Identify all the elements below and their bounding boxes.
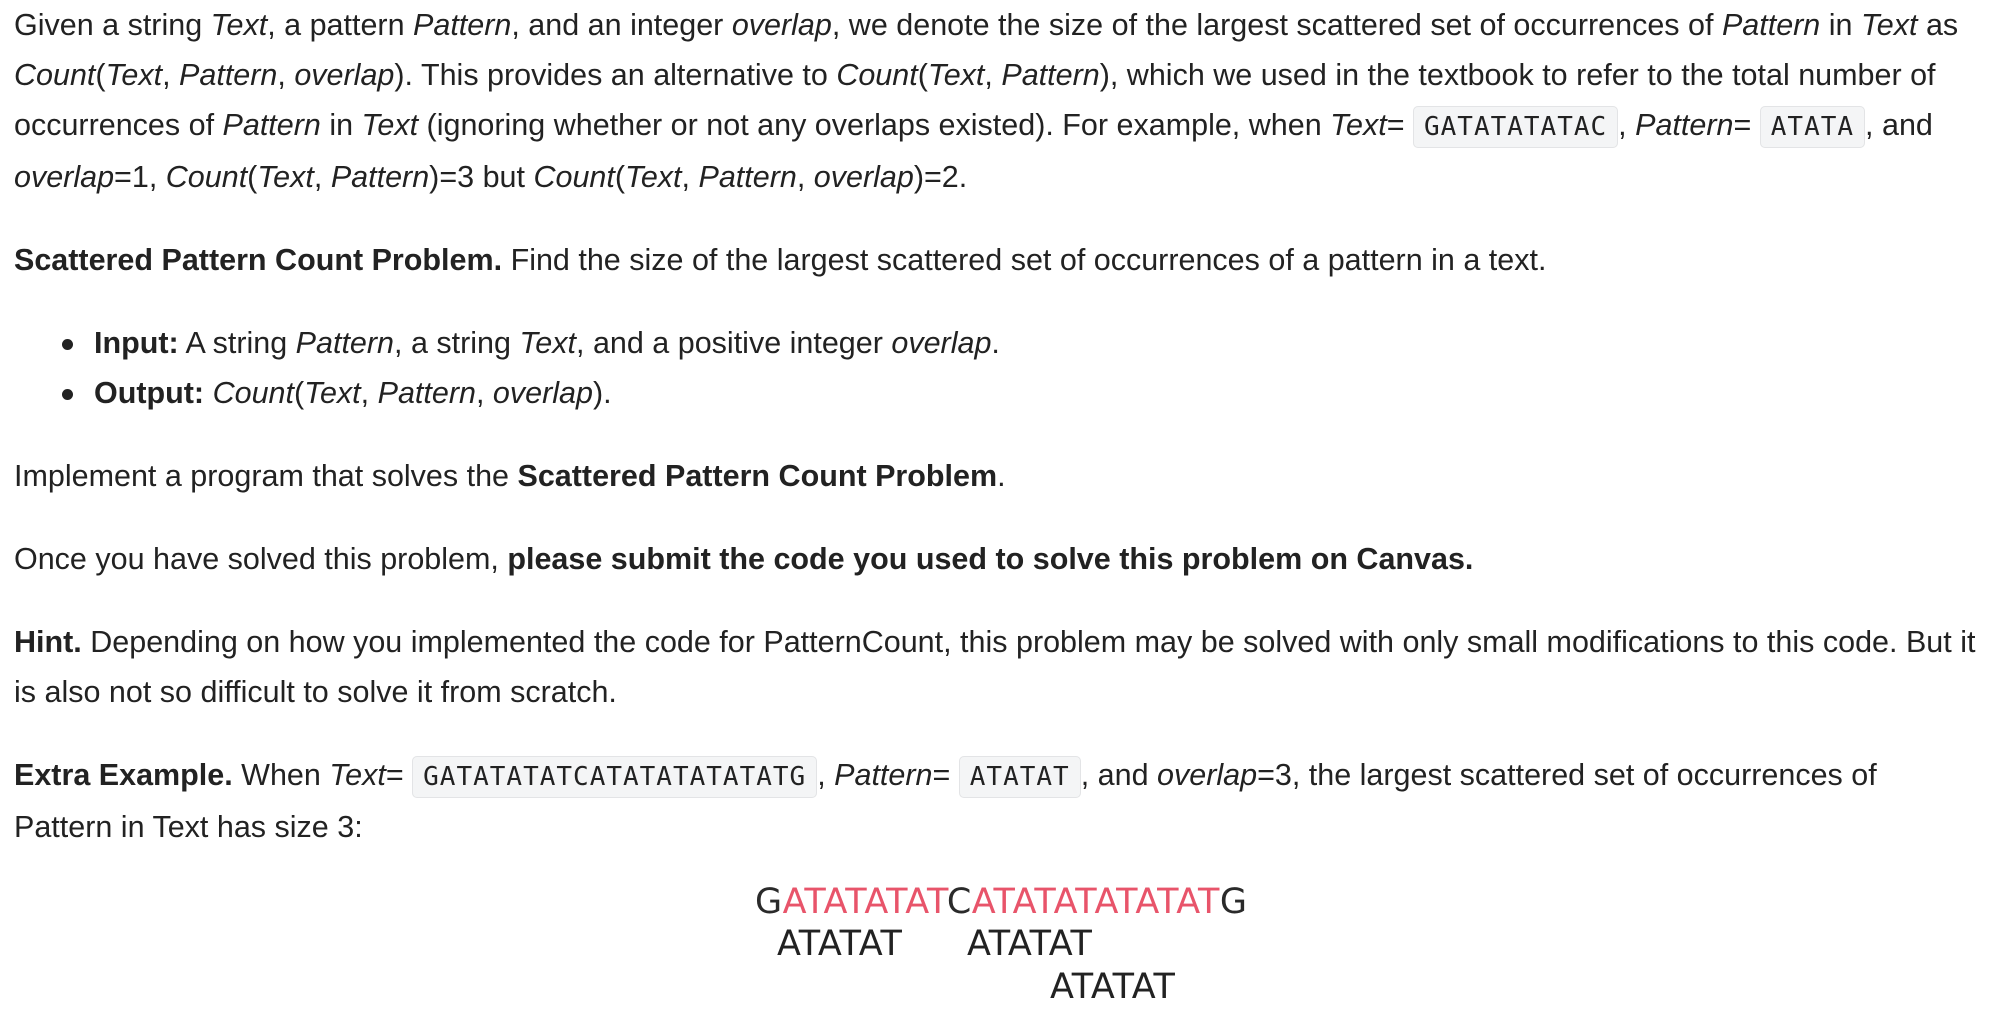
intro-paragraph: Given a string Text, a pattern Pattern, and an integer overlap, we denote the size of the largest scattered set of occurrences of Pattern in Text as Count(Text, Pattern, overlap). This provides an alternative to Count(Text, Pattern), which we used in the textbook to refer to the total number of occurrences of Pattern in Text (ignoring whether or not any overlaps existed). For example, when Text= GATATATATAC , Pattern= ATATA , and overlap=1, Count(Text, Pattern)=3 but Count(Text, Pattern, overlap)=2.: [14, 8, 1959, 194]
list-item-input: Input: A string Pattern, a string Text, and a positive integer overlap.: [94, 318, 1976, 368]
io-list: [14, 318, 1976, 418]
problem-title: Scattered Pattern Count Problem.: [14, 243, 503, 277]
occurrence-2: ATATAT: [967, 924, 1093, 964]
inline-code-extra-pattern: ATATAT: [959, 756, 1081, 798]
list-item-output: Output: Count(Text, Pattern, overlap).: [94, 368, 1976, 418]
bullet-icon: [62, 339, 73, 350]
occurrence-figure: [14, 882, 1976, 1014]
implement-paragraph: Implement a program that solves the Scattered Pattern Count Problem.: [14, 459, 1006, 493]
inline-code-extra-text: GATATATATCATATATATATATG: [412, 756, 817, 798]
inline-code-pattern-example: ATATA: [1760, 106, 1865, 148]
inline-code-text-example: GATATATATAC: [1413, 106, 1618, 148]
problem-statement: Scattered Pattern Count Problem. Find the size of the largest scattered set of occurrences of a pattern in a text.: [14, 243, 1547, 277]
occurrence-1: ATATAT: [777, 924, 903, 964]
hint-paragraph: Hint. Depending on how you implemented the code for PatternCount, this problem may be solved with only small modifications to this code. But it is also not so difficult to solve it from scratch.: [14, 625, 1976, 709]
bullet-icon: [62, 389, 73, 400]
occurrence-3: ATATAT: [1050, 967, 1176, 1007]
extra-example-paragraph: Extra Example. When Text= GATATATATCATATATATATATG , Pattern= ATATAT , and overlap=3, the largest scattered set of occurrences of Pattern in Text has size 3:: [14, 758, 1877, 844]
submit-paragraph: Once you have solved this problem, please submit the code you used to solve this problem on Canvas.: [14, 542, 1474, 576]
text-sequence: GATATATATCATATATATATATG: [755, 882, 1248, 922]
